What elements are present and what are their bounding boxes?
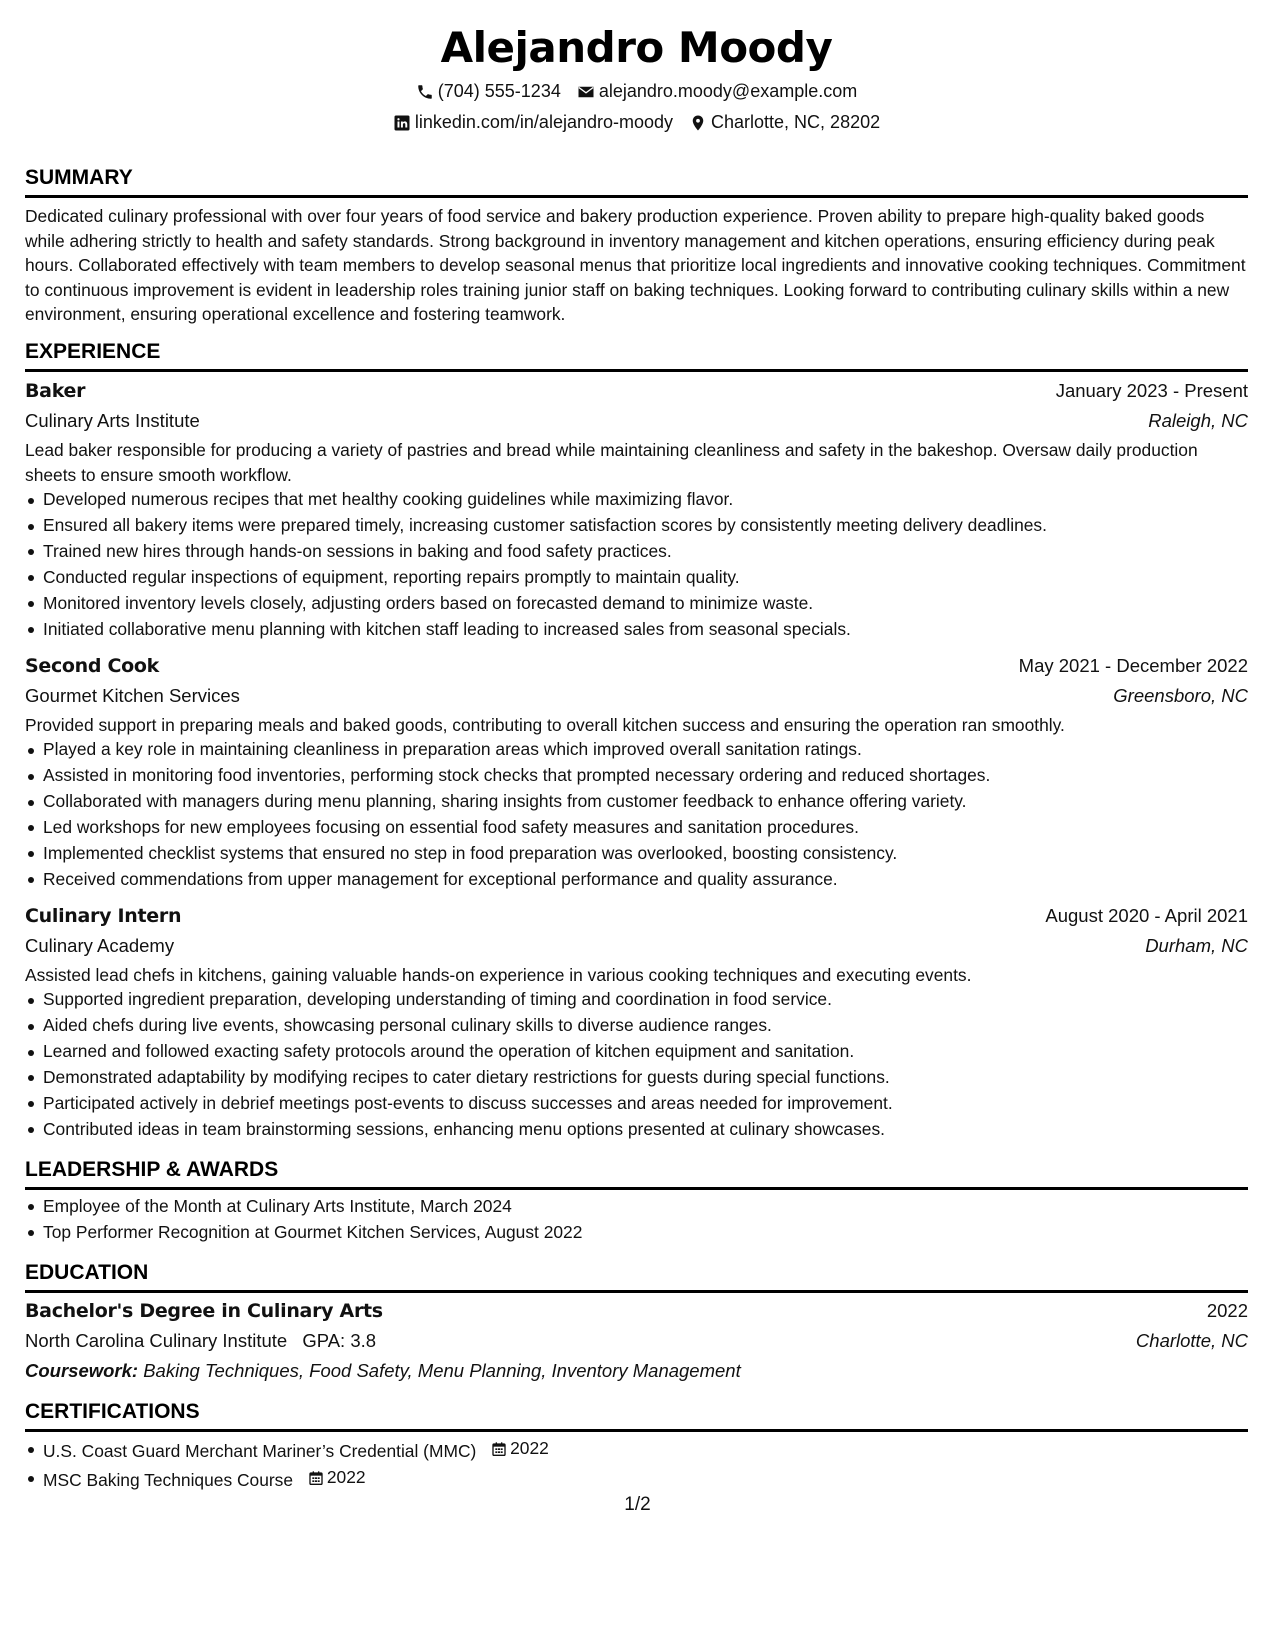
list-item: Received commendations from upper management for exceptional performance and quality assurance.	[25, 867, 1248, 893]
job-header	[25, 901, 1248, 931]
job-header	[25, 651, 1248, 681]
certification-date	[308, 1465, 366, 1491]
job-title: Second Cook	[25, 654, 160, 677]
candidate-name: Alejandro Moody	[440, 23, 833, 72]
job-description: Lead baker responsible for producing a variety of pastries and bread while maintaining cleanliness and safety in the bakeshop. Oversaw daily production sheets to ensure smooth workflow.	[25, 439, 1198, 485]
calendar-icon	[308, 1470, 324, 1486]
phone-number: (704) 555-1234	[437, 81, 561, 101]
job-bullets	[25, 737, 1248, 892]
job-header	[25, 376, 1248, 406]
certification-year: 2022	[326, 1467, 366, 1488]
degree-title: Bachelor's Degree in Culinary Arts	[25, 1300, 383, 1323]
location-text: Charlotte, NC, 28202	[711, 112, 881, 132]
phone-icon	[416, 83, 434, 101]
job-entry	[25, 651, 1248, 893]
coursework-label: Coursework:	[25, 1360, 139, 1382]
section-title-experience: EXPERIENCE	[25, 339, 1248, 372]
job-company: Gourmet Kitchen Services	[25, 684, 240, 706]
contact-line-primary	[25, 80, 1248, 103]
leadership-section	[25, 1157, 1248, 1246]
list-item: Monitored inventory levels closely, adjusting orders based on forecasted demand to minimize waste.	[25, 591, 1248, 617]
certification-date	[491, 1436, 549, 1462]
list-item: Implemented checklist systems that ensured no step in food preparation was overlooked, boosting consistency.	[25, 841, 1248, 867]
coursework	[25, 1356, 1248, 1386]
experience-section	[25, 339, 1248, 1143]
job-description: Assisted lead chefs in kitchens, gaining valuable hands-on experience in various cooking techniques and executing events.	[25, 964, 972, 985]
list-item: Assisted in monitoring food inventories, performing stock checks that prompted necessary ordering and reduced shortages.	[25, 763, 1248, 789]
job-dates: August 2020 - April 2021	[1045, 904, 1248, 926]
job-bullets	[25, 487, 1248, 642]
job-description: Provided support in preparing meals and baked goods, contributing to overall kitchen success and ensuring the operation ran smoothly.	[25, 714, 1065, 735]
list-item: Supported ingredient preparation, developing understanding of timing and coordination in food service.	[25, 987, 1248, 1013]
list-item: Aided chefs during live events, showcasing personal culinary skills to diverse audience ranges.	[25, 1013, 1248, 1039]
job-company: Culinary Academy	[25, 934, 175, 956]
list-item: Developed numerous recipes that met healthy cooking guidelines while maximizing flavor.	[25, 487, 1248, 513]
school-info	[25, 1326, 376, 1356]
job-location: Greensboro, NC	[1113, 684, 1248, 706]
job-company-row	[25, 406, 1248, 436]
education-header	[25, 1296, 1248, 1326]
school-location: Charlotte, NC	[1135, 1330, 1248, 1352]
contact-line-secondary	[25, 111, 1248, 134]
list-item	[25, 1436, 1248, 1465]
list-item: Participated actively in debrief meetings post-events to discuss successes and areas needed for improvement.	[25, 1091, 1248, 1117]
school-name: North Carolina Culinary Institute	[25, 1330, 288, 1352]
certification-name: U.S. Coast Guard Merchant Mariner’s Credential (MMC)	[43, 1441, 477, 1462]
job-dates: May 2021 - December 2022	[1018, 654, 1248, 676]
contact-location	[689, 111, 880, 134]
list-item: Demonstrated adaptability by modifying recipes to cater dietary restrictions for guests during special functions.	[25, 1065, 1248, 1091]
contact-email[interactable]	[577, 80, 857, 103]
job-entry	[25, 376, 1248, 643]
certifications-list	[25, 1436, 1248, 1494]
contact-linkedin[interactable]	[393, 111, 673, 134]
list-item: Conducted regular inspections of equipment, reporting repairs promptly to maintain quality.	[25, 565, 1248, 591]
section-title-leadership: LEADERSHIP & AWARDS	[25, 1157, 1248, 1190]
education-school-row	[25, 1326, 1248, 1356]
certifications-section	[25, 1399, 1248, 1494]
job-location: Raleigh, NC	[1148, 409, 1248, 431]
list-item	[25, 1465, 1248, 1494]
job-title: Baker	[25, 379, 86, 402]
section-title-certifications: CERTIFICATIONS	[25, 1399, 1248, 1432]
certification-name: MSC Baking Techniques Course	[43, 1470, 294, 1491]
summary-section	[25, 165, 1248, 327]
job-location: Durham, NC	[1145, 934, 1248, 956]
list-item: Trained new hires through hands-on sessions in baking and food safety practices.	[25, 539, 1248, 565]
page-number: 1/2	[624, 1494, 651, 1515]
map-pin-icon	[689, 114, 707, 132]
envelope-icon	[577, 83, 595, 101]
list-item: Ensured all bakery items were prepared timely, increasing customer satisfaction scores by consistently meeting delivery deadlines.	[25, 513, 1248, 539]
section-title-summary: SUMMARY	[25, 165, 1248, 198]
resume-page	[25, 0, 1248, 1494]
list-item: Employee of the Month at Culinary Arts Institute, March 2024	[25, 1194, 1248, 1220]
list-item: Collaborated with managers during menu planning, sharing insights from customer feedback to enhance offering variety.	[25, 789, 1248, 815]
job-bullets	[25, 987, 1248, 1142]
list-item: Initiated collaborative menu planning with kitchen staff leading to increased sales from seasonal specials.	[25, 617, 1248, 643]
linkedin-url[interactable]: linkedin.com/in/alejandro-moody	[414, 112, 674, 132]
job-dates: January 2023 - Present	[1055, 379, 1248, 401]
list-item: Learned and followed exacting safety protocols around the operation of kitchen equipment and sanitation.	[25, 1039, 1248, 1065]
certification-year: 2022	[510, 1438, 549, 1459]
job-company: Culinary Arts Institute	[25, 409, 200, 431]
job-entry	[25, 901, 1248, 1143]
list-item: Contributed ideas in team brainstorming sessions, enhancing menu options presented at culinary showcases.	[25, 1117, 1248, 1143]
job-title: Culinary Intern	[25, 904, 182, 927]
job-company-row	[25, 931, 1248, 961]
section-title-education: EDUCATION	[25, 1260, 1248, 1293]
email-address[interactable]: alejandro.moody@example.com	[598, 81, 858, 101]
summary-text: Dedicated culinary professional with over four years of food service and bakery production experience. Proven ability to prepare high-quality baked goods while adhering strictly to health and safety standards. Strong background in inventory management and kitchen operations, ensuring efficiency during peak hours. Collaborated effectively with team members to develop seasonal menus that prioritize local ingredients and innovative cooking techniques. Commitment to continuous improvement is evident in leadership roles training junior staff on baking techniques. Looking forward to contributing culinary skills within a new environment, ensuring operational excellence and fostering teamwork.	[25, 206, 1246, 325]
list-item: Played a key role in maintaining cleanliness in preparation areas which improved overall sanitation ratings.	[25, 737, 1248, 763]
coursework-list: Baking Techniques, Food Safety, Menu Planning, Inventory Management	[143, 1360, 741, 1382]
gpa: GPA: 3.8	[302, 1330, 377, 1352]
resume-header	[25, 0, 1248, 134]
job-company-row	[25, 681, 1248, 711]
graduation-year: 2022	[1206, 1300, 1248, 1322]
linkedin-icon	[393, 114, 411, 132]
list-item: Top Performer Recognition at Gourmet Kitchen Services, August 2022	[25, 1220, 1248, 1246]
list-item: Led workshops for new employees focusing on essential food safety measures and sanitation procedures.	[25, 815, 1248, 841]
calendar-icon	[491, 1441, 507, 1457]
awards-list	[25, 1194, 1248, 1246]
contact-phone	[416, 80, 561, 103]
education-section	[25, 1260, 1248, 1386]
